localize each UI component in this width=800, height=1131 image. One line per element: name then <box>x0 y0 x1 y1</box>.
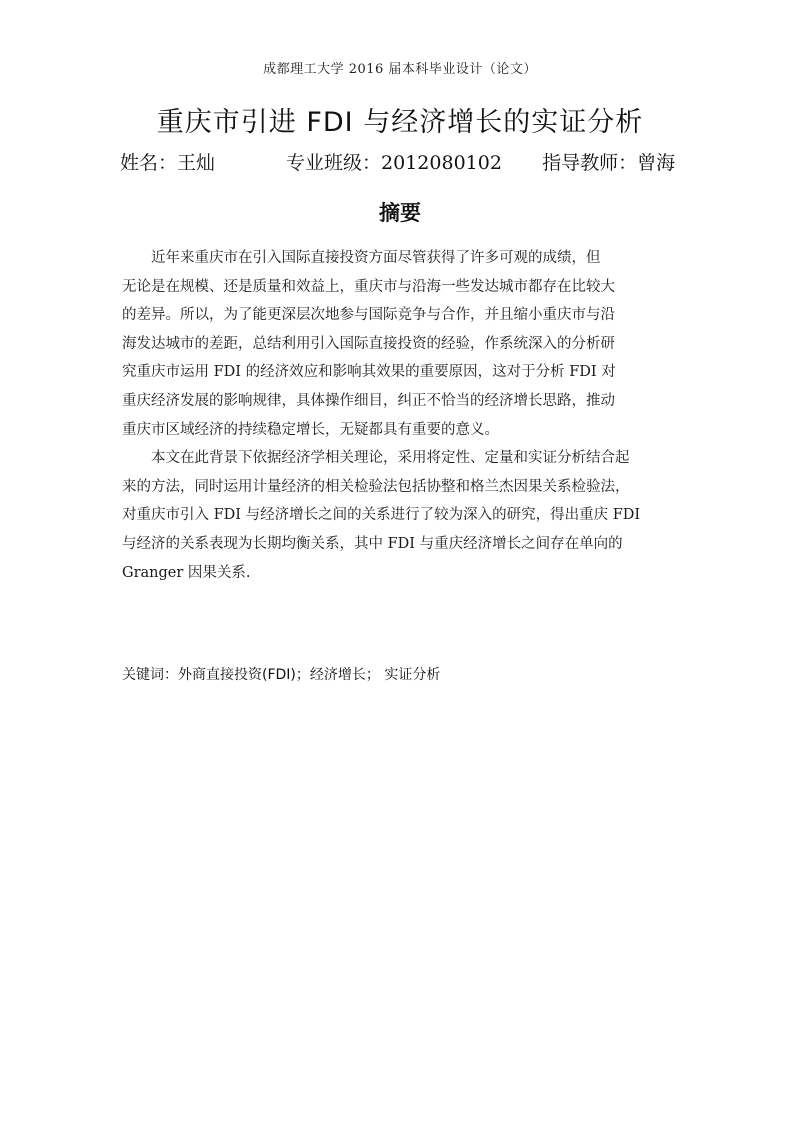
abstract-heading: 摘要 <box>379 201 421 225</box>
abstract-paragraph-2 <box>122 444 682 587</box>
running-header: 成都理工大学 2016 届本科毕业设计（论文） <box>263 62 537 77</box>
keywords-line: 关键词：外商直接投资(FDI)；经济增长； 实证分析 <box>122 667 441 683</box>
abstract-line: 无论是在规模、还是质量和效益上，重庆市与沿海一些发达城市都存在比较大 <box>122 278 615 295</box>
abstract-line: 重庆市区域经济的持续稳定增长，无疑都具有重要的意义。 <box>122 421 499 438</box>
advisor-name: 指导教师：曾海 <box>542 152 676 174</box>
author-class: 专业班级：2012080102 <box>286 152 502 174</box>
abstract-line: Granger 因果关系. <box>122 564 251 581</box>
abstract-line: 本文在此背景下依据经济学相关理论，采用将定性、定量和实证分析结合起 <box>122 450 630 467</box>
author-info-line <box>120 148 700 175</box>
thesis-title: 重庆市引进 FDI 与经济增长的实证分析 <box>156 107 644 138</box>
author-name: 姓名：王灿 <box>120 152 216 174</box>
abstract-line: 的差异。所以，为了能更深层次地参与国际竞争与合作，并且缩小重庆市与沿 <box>122 307 615 324</box>
abstract-line: 对重庆市引入 FDI 与经济增长之间的关系进行了较为深入的研究，得出重庆 FDI <box>122 507 641 524</box>
abstract-line: 海发达城市的差距，总结利用引入国际直接投资的经验，作系统深入的分析研 <box>122 335 615 352</box>
abstract-paragraph-1 <box>122 244 682 444</box>
abstract-line: 究重庆市运用 FDI 的经济效应和影响其效果的重要原因，这对于分析 FDI 对 <box>122 364 616 381</box>
abstract-line: 重庆经济发展的影响规律，具体操作细目，纠正不恰当的经济增长思路，推动 <box>122 392 615 409</box>
abstract-line: 近年来重庆市在引入国际直接投资方面尽管获得了许多可观的成绩，但 <box>122 250 601 266</box>
abstract-line: 与经济的关系表现为长期均衡关系，其中 FDI 与重庆经济增长之间存在单向的 <box>122 535 623 552</box>
abstract-body <box>122 244 682 587</box>
abstract-line: 来的方法，同时运用计量经济的相关检验法包括协整和格兰杰因果关系检验法， <box>122 478 630 495</box>
